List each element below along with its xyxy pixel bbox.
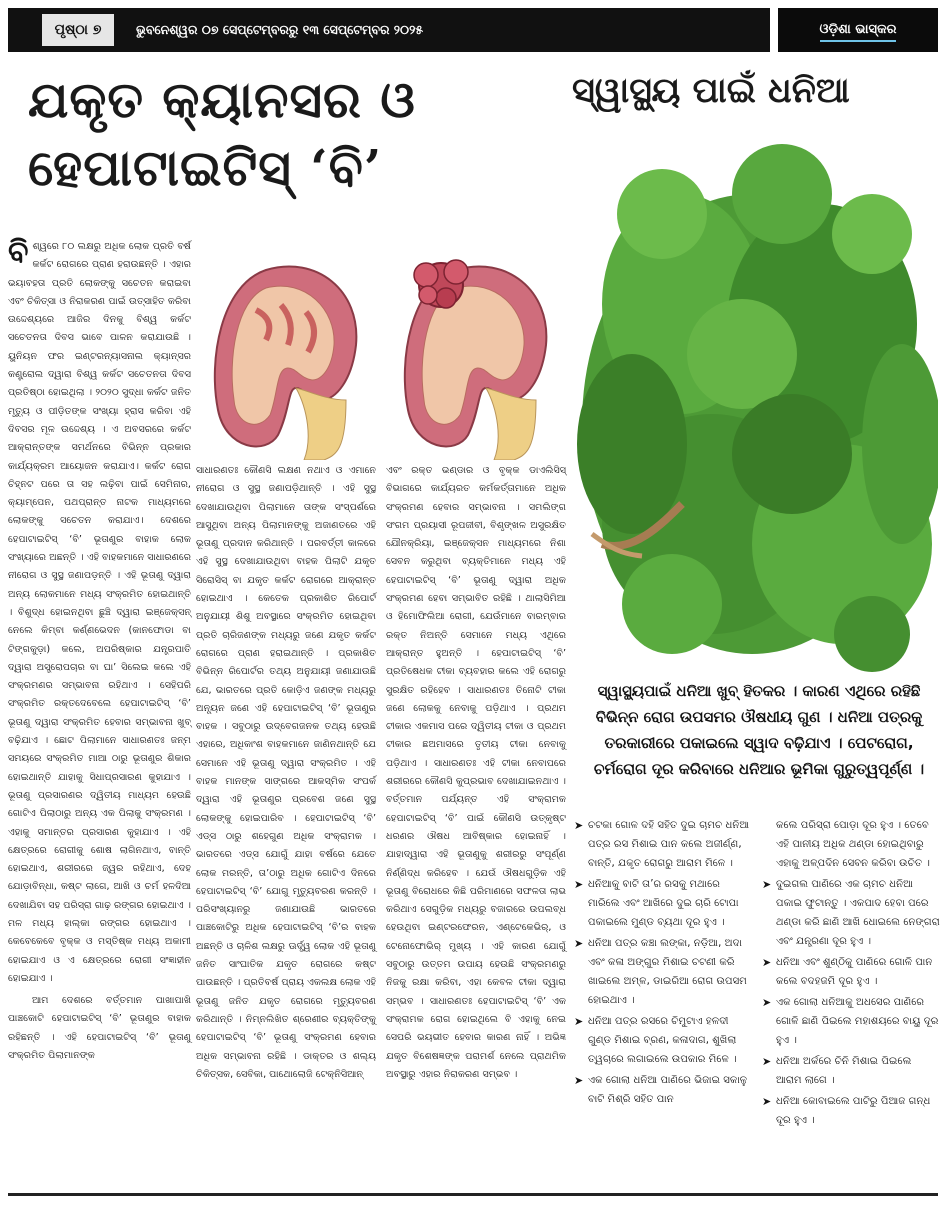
triangle-bullet-icon: ➤ xyxy=(574,937,584,950)
triangle-bullet-icon: ➤ xyxy=(762,1055,772,1068)
triangle-bullet-icon: ➤ xyxy=(574,878,584,891)
publication-logo xyxy=(778,8,938,52)
list-item: ➤ ଏକ ଗୋଲା ଧନିଆକୁ ଅଧସେର ପାଣିରେ ଗୋଳି ଛାଣି ପିଇଲେ ମହାଶୟରେ ବାୟୁ ଦୂର ହୁଏ । xyxy=(760,993,940,1050)
list-item: ➤ ଧନିଆ ଅର୍କରେ ଚିନି ମିଶାଇ ପିଇଲେ ଆରାମ ଲାଗେ । xyxy=(760,1052,940,1090)
column-1-paragraph-2: ଆମ ଦେଶରେ ବର୍ତ୍ତମାନ ପାଖାପାଖି ପାଞ୍ଚକୋଟି ହେପାଟାଇଟିସ୍ ‘ବି’ ଭୂତାଣୁର ବାହାକ ରହିଛନ୍ତି । ଏହି ହେପାଟାଇଟିସ୍ ‘ବି’ ଭୂତାଣୁ ସଂକ୍ରମିତ ପିଲାମାନଙ୍କ xyxy=(8,995,191,1062)
list-item: ➤ ଧନିଆ ପତ୍ର କଞ୍ଚା ଲଙ୍କା, ନଡ଼ିଆ, ଅଦା ଏବଂ କଳା ଅଙ୍ଗୁର ମିଶାଇ ଚଟଣୀ କରି ଖାଇଲେ ଅମ୍ଳ, ଡାଇରିଆ ରୋଗ ଉପସମ ହୋଇଥାଏ । xyxy=(572,934,752,1010)
healthy-organ-drawing xyxy=(215,267,357,460)
coriander-title: ସ୍ୱାସ୍ଥ୍ୟ ପାଇଁ ଧନିଆ xyxy=(572,70,850,111)
cancerous-organ-drawing xyxy=(405,260,547,460)
liver-illustration xyxy=(196,250,566,460)
bottom-rule xyxy=(8,1193,938,1196)
list-item: ➤ ଧନିଆ କୋବାଇଲେ ପାଟିରୁ ପିଆଜ ଗନ୍ଧ ଦୂର ହୁଏ । xyxy=(760,1092,940,1130)
list-item: ➤ ଧନିଆ ଏବଂ ଶୁଣ୍ଠିକୁ ପାଣିରେ ଗୋଳି ପାନ କଲେ ବଦହଜମି ଦୂର ହୁଏ । xyxy=(760,953,940,991)
tips-list-right xyxy=(760,816,940,1132)
list-item: ➤ ଏକ ଗୋଲା ଧନିଆ ପାଣିରେ ଭିଜାଇ ସକାଳୁ ବାଟି ମିଶ୍ରି ସହିତ ପାନ xyxy=(572,1071,752,1109)
article-column-3 xyxy=(386,462,566,1084)
list-item: ➤ ଚଟକା ଗୋଳ ଦହି ସହିତ ଦୁଇ ଚାମଚ ଧନିଆ ପତ୍ର ରସ ମିଶାଇ ପାନ କଲେ ଅଜୀର୍ଣ୍ଣ, ବାନ୍ତି, ଯକୃତ ରୋଗରୁ ଆରାମ ମିଳେ । xyxy=(572,816,752,873)
list-item: ➤ ଧନିଆ ପତ୍ର ରସରେ ଚିମୁଟାଏ ହଳଦୀ ଗୁଣ୍ଡ ମିଶାଇ ବ୍ରଣ, କଳାଦାଗ, ଶୁଖିଲା ତ୍ୱଚାରେ ଲଗାଇଲେ ଉପକାର ମିଳେ । xyxy=(572,1012,752,1069)
coriander-photo xyxy=(572,124,938,672)
coriander-intro: ସ୍ୱାସ୍ଥ୍ୟପାଇଁ ଧନିଆ ଖୁବ୍ ହିତକର । କାରଣ ଏଥିରେ ରହିଛି ବିଭିନ୍ନ ରୋଗ ଉପସମର ଔଷଧୀୟ ଗୁଣ । ଧନିଆ ପତ୍ରକୁ ତରକାରୀରେ ପକାଇଲେ ସ୍ୱାଦ ବଢ଼ିଯାଏ । ପେଟରୋଗ, ଚର୍ମରୋଗ ଦୂର କରିବାରେ ଧନିଆର ଭୂମିକା ଗୁରୁତ୍ୱପୂର୍ଣ୍ଣ । xyxy=(593,682,925,778)
column-3-text: ଏବଂ ରକ୍ତ ଭଣ୍ଡାର ଓ ବୃକ୍କ ଡାଏଲିସିସ୍ ବିଭାଗରେ କାର୍ଯ୍ୟରତ କର୍ମକର୍ତ୍ତାମାନେ ଅଧିକ ସଂକ୍ରମଣ ହେବାର ସମ୍ଭାବନା । ସମଲିଙ୍ଗ ସଂଗମ ପ୍ରୟାସୀ ରୂପଜୀବୀ, ବିଶୃଙ୍ଖଳ ଅସୁରକ୍ଷିତ ଯୌନକ୍ରିୟା, ଇଞ୍ଜେକ୍‌ସନ ମାଧ୍ୟମରେ ନିଶା ସେବନ କରୁଥିବା ବ୍ୟକ୍ତିମାନେ ମଧ୍ୟ ଏହି ହେପାଟାଇଟିସ୍ ‘ବି’ ଭୂତାଣୁ ଦ୍ୱାରା ଅଧିକ ସଂକ୍ରମଣ ହେବା ସମ୍ଭାବିତ ରହିଛି । ଥାଲାସିମିଆ ଓ ହିମୋଫିଲିଆ ରୋଗୀ, ଯେଉଁମାନେ ବାରମ୍ବାର ରକ୍ତ ନିଅନ୍ତି ସେମାନେ ମଧ୍ୟ ଏଥିରେ ଆକ୍ରାନ୍ତ ହୁଅନ୍ତି । ହେପାଟାଇଟିସ୍ ‘ବି’ ପ୍ରତିଷେଧକ ଟୀକା ବ୍ୟବହାର କଲେ ଏହି ରୋଗରୁ ସୁରକ୍ଷିତ ରହିହେବ । ସାଧାରଣତଃ ତିନୋଟି ଟୀକା ଜଣେ ଲୋକକୁ ନେବାକୁ ପଡ଼ିଥାଏ । ପ୍ରଥମ ଟୀକାର ଏକମାସ ପରେ ଦ୍ୱିତୀୟ ଟୀକା ଓ ପ୍ରଥମ ଟୀକାର ଛଅମାସରେ ତୃତୀୟ ଟୀକା ନେବାକୁ ପଡ଼ିଥାଏ । ସାଧାରଣତଃ ଏହି ଟୀକା ନେବାପରେ ଶରୀରରେ କୌଣସି କୁପ୍ରଭାବ ଦେଖାଯାଇନଥାଏ । ବର୍ତ୍ତମାନ ପର୍ଯ୍ୟନ୍ତ ଏହି ସଂକ୍ରାମକ ହେପାଟାଇଟିସ୍ ‘ବି’ ପାଇଁ କୌଣସି ଉତ୍କୃଷ୍ଟ ଧରଣର ଔଷଧ ଆବିଷ୍କାର ହୋଇନାହିଁ । ଯାହାଦ୍ୱାରା ଏହି ଭୂତାଣୁକୁ ଶରୀରରୁ ସଂପୂର୍ଣ୍ଣ ନିର୍ଣ୍ଣିଦ୍ଧ କରିହେବ । ଯେଉଁ ଔଷଧଗୁଡ଼ିକ ଏହି ଭୂତାଣୁ ବିରୋଧରେ କିଛି ପରିମାଣରେ ସଫଳତା ଲାଭ କରିଥାଏ ସେଗୁଡ଼ିକ ମଧ୍ୟରୁ ବଜାରରେ ଉପଲବ୍ଧ ହେଉଥିବା ଇଣ୍ଟରଫେରନ, ଏଣ୍ଟେକେଭିର୍, ଓ ଟେନୋଫୋଭିର୍ ମୁଖ୍ୟ । ଏହି କାରଣ ଯୋଗୁଁ ସବୁଠାରୁ ଉତ୍ତମ ଉପାୟ ହେଉଛି ସଂକ୍ରମଣରୁ ନିଜକୁ ରକ୍ଷା କରିବା, ଏହା କେବଳ ଟୀକା ଦ୍ୱାରା ସମ୍ଭବ । ସାଧାରଣତଃ ହେପାଟାଇଟିସ୍ ‘ବି’ ଏକ ସଂକ୍ରାମକ ରୋଗ ହୋଇଥିଲେ ବି ଏହାକୁ ନେଇ ସେପରି ଭୟଭୀତ ହେବାର କାରଣ ନାହିଁ । ଅଭିଜ୍ଞ ଯକୃତ ବିଶେଷଜ୍ଞଙ୍କ ପରାମର୍ଶ ନେଲେ ପ୍ରାଥମିକ ଅବସ୍ଥାରୁ ଏହାର ନିରାକରଣ ସମ୍ଭବ । xyxy=(386,465,566,1080)
article-column-1 xyxy=(8,235,192,1065)
column-1-text: ଶ୍ୱରେ ୮୦ ଲକ୍ଷରୁ ଅଧିକ ଲୋକ ପ୍ରତି ବର୍ଷ କର୍କଟ ରୋଗରେ ପ୍ରାଣ ହରାଉଛନ୍ତି । ଏହାର ଭୟାବହତା ପ୍ରତି ଲୋକଙ୍କୁ ସଚେତନ କରାଇବା ଏବଂ ଚିକିତ୍ସା ଓ ନିରାକରଣ ପାଇଁ ଉତ୍ସାହିତ କରିବା ଉଦ୍ଦେଶ୍ୟରେ ଆଜିର ଦିନକୁ ବିଶ୍ୱ କର୍କଟ ସଚେତନତା ଦିବସ ଭାବେ ପାଳନ କରାଯାଉଛି । ୟୁନିୟନ ଫର ଇଣ୍ଟରନ୍ୟାସନାଲ କ୍ୟାନ୍ସର କଣ୍ଟ୍ରୋଲ ଦ୍ୱାରା ବିଶ୍ୱ କର୍କଟ ସଚେତନତା ଦିବସ ପ୍ରତିଷ୍ଠା ହୋଇଥିଲା । ୨୦୨୦ ସୁଦ୍ଧା କର୍କଟ ଜନିତ ମୃତ୍ୟୁ ଓ ପୀଡ଼ିତଙ୍କ ସଂଖ୍ୟା ହ୍ରାସ କରିବା ଏହି ଦିବସର ମୂଳ ଉଦ୍ଦେଶ୍ୟ । ଏ ଅବସରରେ କର୍କଟ ଆକ୍ରାନ୍ତଙ୍କ ସମର୍ଥନରେ ବିଭିନ୍ନ ପ୍ରକାର କାର୍ଯ୍ୟକ୍ରମ ଆୟୋଜନ କରାଯାଏ। କର୍କଟ ରୋଗ ଚିହ୍ନଟ ପରେ ତା ସହ ଲଢ଼ିବା ପାଇଁ ସେମିନାର, କ୍ୟାମ୍ପେନ, ପଥପ୍ରାନ୍ତ ନାଟକ ମାଧ୍ୟମରେ ଲୋକଙ୍କୁ ସଚେତନ କରାଯାଏ। ଦେଶରେ ହେପାଟାଇଟିସ୍ ‘ବି’ ଭୂତାଣୁର ବାହାକ ଲୋକ ସଂଖ୍ୟାରେ ଅଛନ୍ତି । ଏହି ବାହକମାନେ ସାଧାରଣରେ ନୀରୋଗ ଓ ସୁସ୍ଥ ଜଣାପଡ଼ନ୍ତି । ଏହି ଭୂତାଣୁ ଦ୍ୱାରା ଅନ୍ୟ ଲୋକମାନେ ମଧ୍ୟ ସଂକ୍ରମିତ ହୋଇଥାନ୍ତି । ବିଶୁଦ୍ଧ ହୋଇନଥିବା ଛୁଞ୍ଚି ଦ୍ୱାରା ଇଞ୍ଜେକ୍ସନ୍ ନେଲେ କିମ୍ବା କର୍ଣ୍ଣଭେଦନ (କାନଫୋଡା ବା ଟିଙ୍ଗକୁଡ଼ା) କଲେ, ଅପରିଷ୍କାର ଯନ୍ତ୍ରପାତି ଦ୍ୱାରା ଅସ୍ତ୍ରୋପଚାର ବା ଘା’ ସିଲେଇ କଲେ ଏହି ସଂକ୍ରମଣର ସମ୍ଭାବନା ରହିଥାଏ । ସେହିପରି ସଂକ୍ରମିତ ରକ୍ତଦେବେଲେ ହେପାଟାଇଟିସ୍ ‘ବି’ ଭୂତାଣୁ ଦ୍ୱାରା ସଂକ୍ରମିତ ହେବାର ସମ୍ଭାବନା ଖୁବ୍ ବଢ଼ିଯାଏ । ଛୋଟ ପିଲାମାନେ ସାଧାରଣତଃ ଜନ୍ମ ସମୟରେ ସଂକ୍ରମିତ ମାଆ ଠାରୁ ଭୂତାଣୁର ଶିକାର ହୋଇଥାନ୍ତି ଯାହାକୁ ସିଧାପ୍ରସାରଣ କୁହାଯାଏ । ଭୂତାଣୁ ପ୍ରସାରଣର ଦ୍ୱିତୀୟ ମାଧ୍ୟମ ହେଉଛି ଗୋଟିଏ ପିଲାଠାରୁ ଅନ୍ୟ ଏକ ପିଲାକୁ ସଂକ୍ରମଣ । ଏହାକୁ ସମାନ୍ତର ପ୍ରସାରଣ କୁହାଯାଏ । ଏହି କ୍ଷେତ୍ରରେ ରୋଗୀକୁ ଶୋଷ ଲାଗିନଥାଏ, ବାନ୍ତି ହୋଇଥାଏ, ଶରୀରରେ ଜ୍ୱର ରହିଥାଏ, ଦେହ ଯୋଡ଼ାବିନ୍ଧା, କଷ୍ଟ ଲାଗେ, ଆଖି ଓ ଚର୍ମ ହଳଦିଆ ଦେଖାଯିବା ସହ ପରିସ୍ରା ଗାଢ଼ ରଙ୍ଗର ହୋଇଥାଏ । ମଳ ମଧ୍ୟ ହାଲ୍କା ରଙ୍ଗର ହୋଇଥାଏ । କେବେକେବେ ବୃକ୍କ ଓ ମସ୍ତିଷ୍କ ମଧ୍ୟ ଅକାମୀ ହୋଇଯାଏ ଓ ଏ କ୍ଷେତ୍ରରେ ରୋଗୀ ସଂଜ୍ଞାହୀନ ହୋଇଯାଏ । xyxy=(8,241,192,984)
tips-list-left xyxy=(572,816,752,1111)
drop-cap: ବି xyxy=(8,235,29,270)
headline-line-2: ହେପାଟାଇଟିସ୍ ‘ବି’ xyxy=(28,138,383,197)
triangle-bullet-icon: ➤ xyxy=(574,819,584,832)
list-item: ➤ ଧନିଆକୁ ବାଟି ତା’ର ରସକୁ ମଥାରେ ମାରିଲେ ଏବଂ ଆଖିରେ ଦୁଇ ଚାରି ଟୋପା ପକାଇଲେ ମୁଣ୍ଡ ବ୍ୟଥା ଦୂର ହୁଏ । xyxy=(572,875,752,932)
article-headline xyxy=(28,66,548,202)
triangle-bullet-icon: ➤ xyxy=(574,1015,584,1028)
triangle-bullet-icon: ➤ xyxy=(762,996,772,1009)
triangle-bullet-icon: ➤ xyxy=(574,1074,584,1087)
list-item: ➤ ଦୁଇଗଲ ପାଣିରେ ଏକ ଚାମଚ ଧନିଆ ପକାଇ ଫୁଟାନ୍ତୁ । ଏକପାଦ ହେବା ପରେ ଥଣ୍ଡା କରି ଛାଣି ଆଖି ଧୋଇଲେ ନେଙ୍ଗରା ଏବଂ ଯନ୍ତ୍ରଣା ଦୂର ହୁଏ । xyxy=(760,875,940,951)
triangle-bullet-icon: ➤ xyxy=(762,878,772,891)
coriander-leaves-drawing xyxy=(577,144,938,672)
article-column-2 xyxy=(196,462,376,1084)
headline-line-1: ଯକୃତ କ୍ୟାନସର ଓ xyxy=(28,70,416,129)
list-item-continued: କଲେ ପରିସ୍ରା ପୋଡ଼ା ଦୂର ହୁଏ । ତେବେ ଏହି ପାନୀୟ ଅଧିକ ଥଣ୍ଡା ହୋଇଥିବାରୁ ଏହାକୁ ଅଳ୍ପଦିନ ସେବନ କରିବା ଉଚିତ । xyxy=(776,820,930,869)
page-number: ପୃଷ୍ଠା ୭ xyxy=(42,14,114,46)
logo-text: ଓଡ଼ିଶା ଭାସ୍କର xyxy=(820,20,897,42)
triangle-bullet-icon: ➤ xyxy=(762,1095,772,1108)
issue-date: ଭୁବନେଶ୍ୱର ୦୭ ସେପ୍ଟେମ୍ବରରୁ ୧୩ ସେପ୍ଟେମ୍ବର ୨୦୨୫ xyxy=(136,22,424,37)
masthead-bar xyxy=(8,8,938,52)
column-2-text: ସାଧାରଣତଃ କୌଣସି ଲକ୍ଷଣ ନଥାଏ ଓ ଏମାନେ ନୀରୋଗ ଓ ସୁସ୍ଥ ଜଣାପଡ଼ିଥାନ୍ତି । ଏହି ସୁସ୍ଥ ଦେଖାଯାଉଥିବା ପିଲାମାନେ ତାଙ୍କ ସଂସ୍ପର୍ଶରେ ଆସୁଥିବା ଅନ୍ୟ ପିଲାମାନଙ୍କୁ ଅଜାଣତରେ ଏହି ଭୂତାଣୁ ପ୍ରଦାନ କରିଥାନ୍ତି । ପରବର୍ତ୍ତୀ କାଳରେ ଏହି ସୁସ୍ଥ ଦେଖାଯାଉଥିବା ବାହକ ପିଲାଟି ଯକୃତ ସିରୋସିସ୍ ବା ଯକୃତ କର୍କଟ ରୋଗରେ ଆକ୍ରାନ୍ତ ହୋଇଥାଏ । କେତେକ ପ୍ରକାଶିତ ରିପୋର୍ଟ ଅନୁଯାୟୀ ଶିଶୁ ଅବସ୍ଥାରେ ସଂକ୍ରମିତ ହୋଇଥିବା ପ୍ରତି ଚାରିଜଣଙ୍କ ମଧ୍ୟରୁ ଜଣେ ଯକୃତ କର୍କଟ ରୋଗରେ ପ୍ରାଣ ହରାଇଥାନ୍ତି । ପ୍ରକାଶିତ ବିଭିନ୍ନ ରିପୋର୍ଟର ତଥ୍ୟ ଅନୁଯାୟୀ ଜଣାଯାଉଛି ଯେ, ଭାରତରେ ପ୍ରତି କୋଡ଼ିଏ ଜଣଙ୍କ ମଧ୍ୟରୁ ଅନ୍ୟୂନ ଜଣେ ଏହି ହେପାଟାଇଟିସ୍ ‘ବି’ ଭୂତାଣୁର ବାହକ । ସବୁଠାରୁ ଉଦ୍‌ବେଗଜନକ ତଥ୍ୟ ହେଉଛି ଏହାରେ, ଅଧିକାଂଶ ବାହକମାନେ ଜାଣିନଥାନ୍ତି ଯେ ସେମାନେ ଏହି ଭୂତାଣୁ ଦ୍ୱାରା ସଂକ୍ରମିତ । ଏହି ବାହକ ମାନଙ୍କ ସାଙ୍ଗରେ ଆକସ୍ମିକ ସଂପର୍କ ଦ୍ୱାରା ଏହି ଭୂତାଣୁର ପ୍ରବେଶ ଜଣେ ସୁସ୍ଥ ଲୋକଙ୍କୁ ହୋଇପାରିବ । ହେପାଟାଇଟିସ୍ ‘ବି’ ଏଡ୍‌ସ ଠାରୁ ଶହେଗୁଣ ଅଧିକ ସଂକ୍ରାମକ । ଭାରତରେ ଏଡ୍‌ସ ଯୋଗୁଁ ଯାହା ବର୍ଷରେ ଯେତେ ଲୋକ ମରନ୍ତି, ତା’ଠାରୁ ଅଧିକ ଗୋଟିଏ ଦିନରେ ହେପାଟାଇଟିସ୍ ‘ବି’ ଯୋଗୁ ମୃତ୍ୟୁବରଣ କରନ୍ତି । ପରିସଂଖ୍ୟାନରୁ ଜଣାଯାଉଛି ଭାରତରେ ପାଞ୍ଚକୋଟିରୁ ଅଧିକ ହେପାଟାଇଟିସ୍ ‘ବି’ର ବାହକ ଅଛନ୍ତି ଓ ଚାଳିଶ ଲକ୍ଷରୁ ଊର୍ଦ୍ଧ୍ୱ ଲୋକ ଏହି ଭୂତାଣୁ ଜନିତ ସାଂଘାତିକ ଯକୃତ ରୋଗରେ କଷ୍ଟ ପାଉଛନ୍ତି । ପ୍ରତିବର୍ଷ ପ୍ରାୟ ଏକଲକ୍ଷ ଲୋକ ଏହି ଭୂତାଣୁ ଜନିତ ଯକୃତ ରୋଗରେ ମୃତ୍ୟୁବରଣ କରିଥାନ୍ତି । ନିମ୍ନଲିଖିତ ଶ୍ରେଣୀର ବ୍ୟକ୍ତିଙ୍କୁ ହେପାଟାଇଟିସ୍ ‘ବି’ ଭୂତାଣୁ ସଂକ୍ରମଣ ହେବାର ଅଧିକ ସମ୍ଭାବନା ରହିଛି । ଡାକ୍ତର ଓ ଶଲ୍ୟ ଚିକିତ୍ସକ, ସେବିକା, ପାଥୋଲୋଜି ଟେକ୍‌ନିସିଆନ୍ xyxy=(196,465,376,1080)
triangle-bullet-icon: ➤ xyxy=(762,956,772,969)
